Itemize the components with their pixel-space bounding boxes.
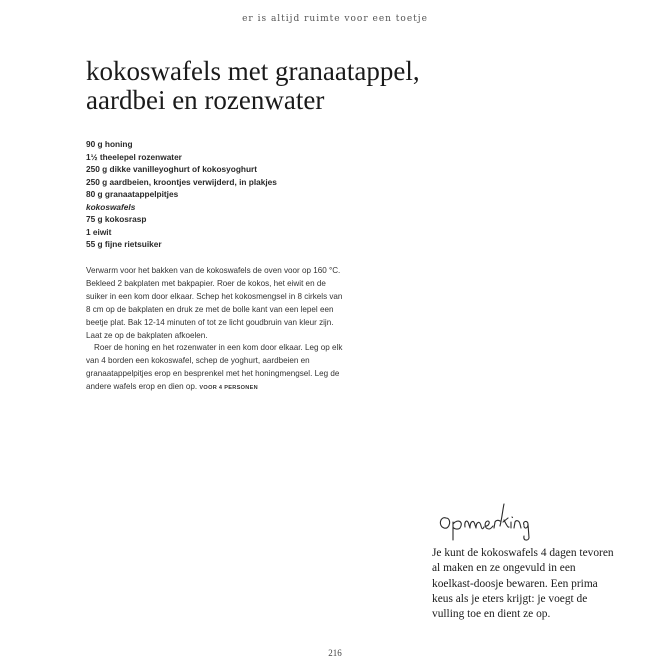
recipe-title-line-2: aardbei en rozenwater: [86, 85, 325, 115]
ingredient-item: 80 g granaatappelpitjes: [86, 189, 179, 199]
method-paragraph-1: Verwarm voor het bakken van de kokoswafels de oven voor op 160 °C. Bekleed 2 bakplaten met bakpapier. Roer de kokos, het eiwit en de suiker in een kom door elkaar. Schep het kokosmengsel in 8 cirkels van 8 cm op de bakplaten en druk ze met de bolle kant van een lepel een beetje plat. Bak 12-14 minuten of tot ze licht goudbruin van kleur zijn. Laat ze op de bakplaten afkoelen.: [86, 266, 343, 340]
ingredient-item: 55 g fijne rietsuiker: [86, 239, 162, 249]
serves-label: VOOR 4 PERSONEN: [199, 385, 258, 392]
ingredient-item: 90 g honing: [86, 139, 133, 149]
recipe-title-line-1: kokoswafels met granaatappel,: [86, 56, 420, 86]
ingredient-item: 75 g kokosrasp: [86, 214, 147, 224]
ingredient-item: 1½ theelepel rozenwater: [86, 151, 182, 162]
ingredient-item: 250 g dikke vanilleyoghurt of kokosyoghurt: [86, 164, 258, 174]
method-text: [86, 265, 348, 395]
ingredient-item: 250 g aardbeien, kroontjes verwijderd, in plakjes: [86, 176, 277, 187]
recipe-title: [86, 57, 506, 115]
method-paragraph-2-text: Roer de honing en het rozenwater in een kom door elkaar. Leg op elk van 4 borden een kokoswafel, schep de yoghurt, aardbeien en granaatappelpitjes erop en besprenkel met het honingmengsel. Leg de andere wafels erop en dien op.: [86, 343, 343, 392]
running-head: er is altijd ruimte voor een toetje: [242, 14, 428, 24]
ingredient-subheading: kokoswafels: [86, 201, 136, 212]
ingredient-list: [86, 138, 406, 251]
method-paragraph-2: [86, 342, 348, 395]
note-body: Je kunt de kokoswafels 4 dagen tevoren al maken en ze ongevuld in een koelkast-doosje bewaren. Een prima keus als je eters krijgt: je voegt de vulling toe en dient ze op.: [432, 547, 614, 621]
ingredient-item: 1 eiwit: [86, 226, 112, 237]
note-heading-handwritten: [436, 496, 576, 542]
page-number: 216: [328, 648, 342, 658]
